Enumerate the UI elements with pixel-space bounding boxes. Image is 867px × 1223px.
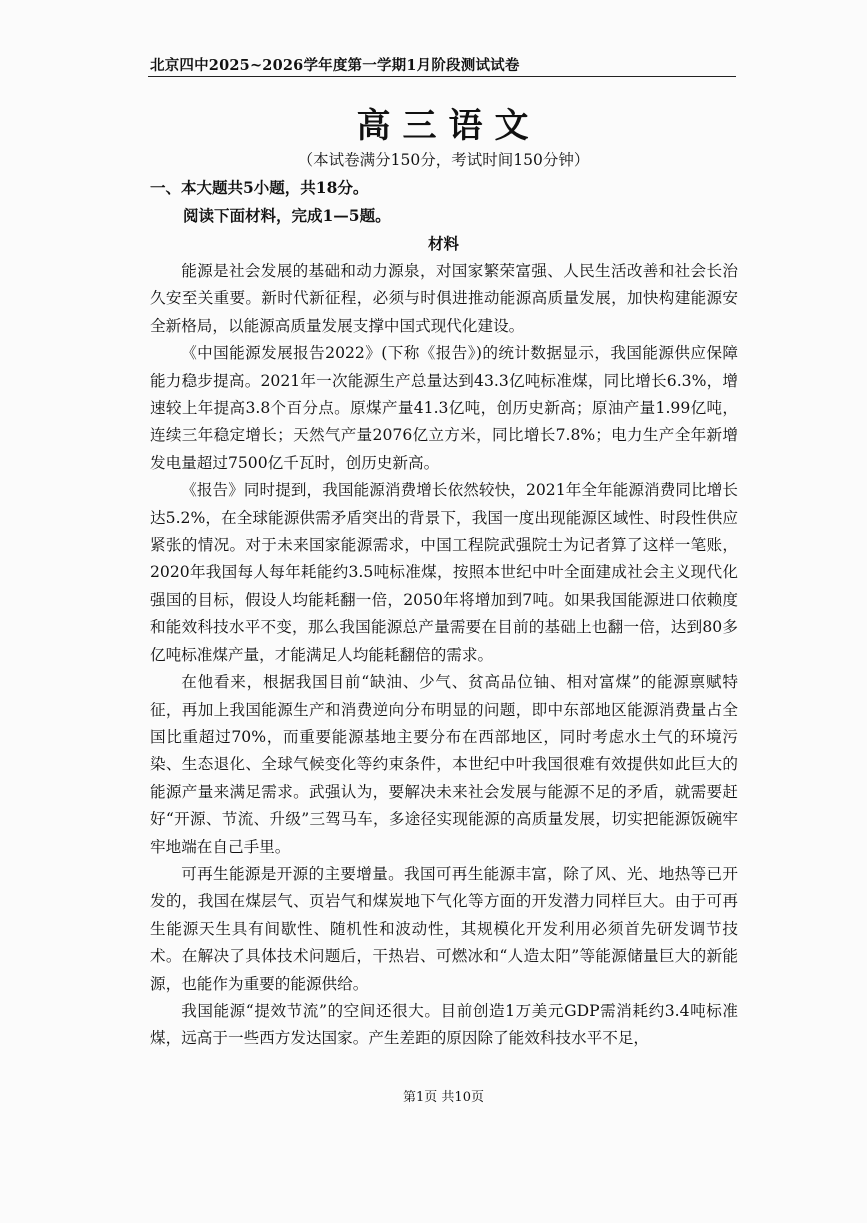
paragraph: 在他看来，根据我国目前“缺油、少气、贫高品位铀、相对富煤”的能源禀赋特征，再加上我国能源生产和消费逆向分布明显的问题，即中东部地区能源消费量占全国比重超过70%，而重要能源基地主要分布在西部地区，同时考虑水土气的环境污染、生态退化、全球气候变化等约束条件，本世纪中叶我国很难有效提供如此巨大的能源产量来满足需求。武强认为，要解决未来社会发展与能源不足的矛盾，就需要赶好“开源、节流、升级”三驾马车，多途径实现能源的高质量发展，切实把能源饭碗牢牢地端在自己手里。 <box>150 673 738 856</box>
exam-info: （本试卷满分150分，考试时间150分钟） <box>297 151 590 169</box>
material-title: 材料 <box>427 234 459 253</box>
paragraph: 我国能源“提效节流”的空间还很大。目前创造1万美元GDP需消耗约3.4吨标准煤，远高于一些西方发达国家。产生差距的原因除了能效科技水平不足， <box>150 1001 738 1048</box>
paragraph: 《报告》同时提到，我国能源消费增长依然较快，2021年全年能源消费同比增长达5.2%，在全球能源供需矛盾突出的背景下，我国一度出现能源区域性、时段性供应紧张的情况。对于未来国家能源需求，中国工程院武强院士为记者算了这样一笔账，2020年我国每人每年耗能约3.5吨标准煤，按照本世纪中叶全面建成社会主义现代化强国的目标，假设人均能耗翻一倍，2050年将增加到7吨。如果我国能源进口依赖度和能效科技水平不变，那么我国能源总产量需要在目前的基础上也翻一倍，达到80多亿吨标准煤产量，才能满足人均能耗翻倍的需求。 <box>150 481 738 664</box>
paragraph: 《中国能源发展报告2022》(下称《报告》)的统计数据显示，我国能源供应保障能力稳步提高。2021年一次能源生产总量达到43.3亿吨标准煤，同比增长6.3%，增速较上年提高3.8个百分点。原煤产量41.3亿吨，创历史新高；原油产量1.99亿吨，连续三年稳定增长；天然气产量2076亿立方米，同比增长7.8%；电力生产全年新增发电量超过7500亿千瓦时，创历史新高。 <box>150 344 738 472</box>
section-heading: 一、本大题共5小题，共18分。 <box>150 178 369 197</box>
material-body <box>150 258 738 1053</box>
page-title: 高三语文 <box>356 106 541 146</box>
paragraph: 能源是社会发展的基础和动力源泉，对国家繁荣富强、人民生活改善和社会长治久安至关重要。新时代新征程，必须与时俱进推动能源高质量发展，加快构建能源安全新格局，以能源高质量发展支撑中国式现代化建设。 <box>150 262 738 335</box>
header-divider <box>148 76 736 77</box>
exam-header: 北京四中2025~2026学年度第一学期1月阶段测试试卷 <box>150 57 520 74</box>
section-instruction: 阅读下面材料，完成1—5题。 <box>183 206 391 225</box>
paragraph: 可再生能源是开源的主要增量。我国可再生能源丰富，除了风、光、地热等已开发的，我国在煤层气、页岩气和煤炭地下气化等方面的开发潜力同样巨大。由于可再生能源天生具有间歇性、随机性和波动性，其规模化开发利用必须首先研发调节技术。在解决了具体技术问题后，干热岩、可燃冰和“人造太阳”等能源储量巨大的新能源，也能作为重要的能源供给。 <box>150 864 738 993</box>
page-number: 第1页 共10页 <box>403 1090 484 1105</box>
